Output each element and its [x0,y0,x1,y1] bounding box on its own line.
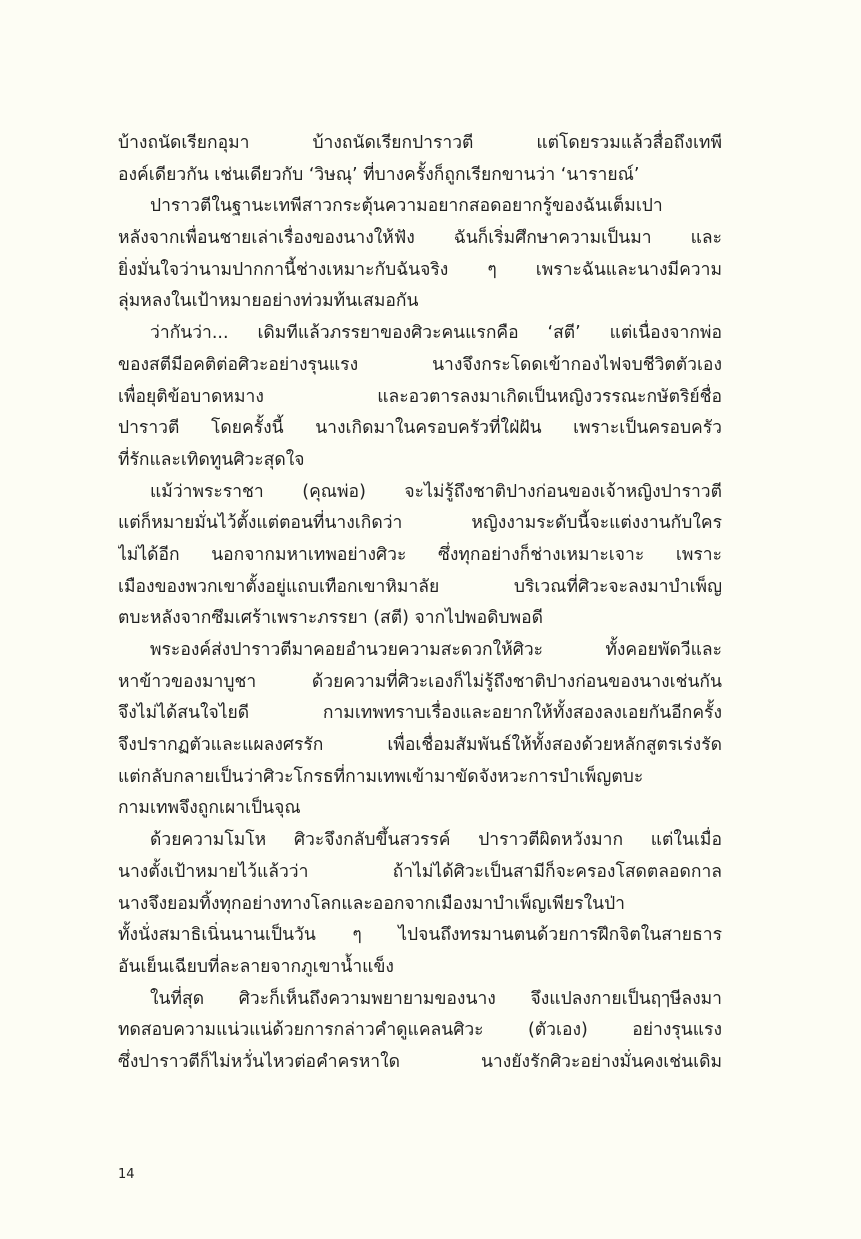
text-line: ตบะหลังจากซึมเศร้าเพราะภรรยา (สตี) จากไปพอดิบพอดี [118,608,543,629]
body-text [118,128,722,1079]
text-line: นางตั้งเป้าหมายไว้แล้วว่า ถ้าไม่ได้ศิวะเป็นสามีก็จะครองโสดตลอดกาล [118,861,722,882]
text-line: ในที่สุด ศิวะก็เห็นถึงความพยายามของนาง จึงแปลงกายเป็นฤๅษีลงมา [150,988,722,1009]
text-line: ยิ่งมั่นใจว่านามปากกานี้ช่างเหมาะกับฉันจริง ๆ เพราะฉันและนางมีความ [118,259,722,280]
text-line: บ้างถนัดเรียกอุมา บ้างถนัดเรียกปาราวตี แต่โดยรวมแล้วสื่อถึงเทพี [118,133,722,153]
paragraph [118,984,722,1079]
text-line: ที่รักและเทิดทูนศิวะสุดใจ [118,449,305,470]
paragraph [118,318,722,476]
page-number: 14 [118,1167,135,1182]
text-line: เพื่อยุติข้อบาดหมาง และอวตารลงมาเกิดเป็นหญิงวรรณะกษัตริย์ชื่อ [118,386,722,407]
text-line: องค์เดียวกัน เช่นเดียวกับ ‘วิษณุ’ ที่บางครั้งก็ถูกเรียกขานว่า ‘นารายณ์’ [118,164,640,185]
text-line: ด้วยความโมโห ศิวะจึงกลับขึ้นสวรรค์ ปาราวตีผิดหวังมาก แต่ในเมื่อ [150,830,722,851]
paragraph [118,477,722,635]
text-line: เมืองของพวกเขาตั้งอยู่แถบเทือกเขาหิมาลัย บริเวณที่ศิวะจะลงมาบำเพ็ญ [118,576,722,597]
text-line: ปาราวตี โดยครั้งนี้ นางเกิดมาในครอบครัวที่ใฝ่ฝัน เพราะเป็นครอบครัว [118,418,722,439]
paragraph [118,825,722,983]
text-line: ว่ากันว่า... เดิมทีแล้วภรรยาของศิวะคนแรกคือ ‘สตี’ แต่เนื่องจากพ่อ [150,323,722,344]
paragraph [118,191,722,318]
paragraph [118,128,722,191]
text-line: จึงไม่ได้สนใจไยดี กามเทพทราบเรื่องและอยากให้ทั้งสองลงเอยกันอีกครั้ง [118,703,722,724]
text-line: ทดสอบความแน่วแน่ด้วยการกล่าวคำดูแคลนศิวะ (ตัวเอง) อย่างรุนแรง [118,1020,722,1041]
paragraph [118,635,722,825]
text-line: ลุ่มหลงในเป้าหมายอย่างท่วมท้นเสมอกัน [118,291,419,312]
text-line: หลังจากเพื่อนชายเล่าเรื่องของนางให้ฟัง ฉันก็เริ่มศึกษาความเป็นมา และ [118,228,722,249]
text-line: หาข้าวของมาบูชา ด้วยความที่ศิวะเองก็ไม่รู้ถึงชาติปางก่อนของนางเช่นกัน [118,671,722,692]
text-line: ของสตีมีอคติต่อศิวะอย่างรุนแรง นางจึงกระโดดเข้ากองไฟจบชีวิตตัวเอง [118,354,722,375]
text-line: อันเย็นเฉียบที่ละลายจากภูเขาน้ำแข็ง [118,956,394,977]
text-line: พระองค์ส่งปาราวตีมาคอยอำนวยความสะดวกให้ศิวะ ทั้งคอยพัดวีและ [150,640,722,660]
text-line: ซึ่งปาราวตีก็ไม่หวั่นไหวต่อคำครหาใด นางยังรักศิวะอย่างมั่นคงเช่นเดิม [118,1051,722,1072]
text-line: แต่กลับกลายเป็นว่าศิวะโกรธที่กามเทพเข้ามาขัดจังหวะการบำเพ็ญตบะ [118,766,644,787]
text-line: ทั้งนั่งสมาธิเนิ่นนานเป็นวัน ๆ ไปจนถึงทรมานตนด้วยการฝึกจิตในสายธาร [118,925,722,946]
text-line: ปาราวตีในฐานะเทพีสาวกระตุ้นความอยากสอดอยากรู้ของฉันเต็มเปา [150,196,663,217]
text-line: กามเทพจึงถูกเผาเป็นจุณ [118,798,301,819]
text-line: จึงปรากฏตัวและแผลงศรรัก เพื่อเชื่อมสัมพันธ์ให้ทั้งสองด้วยหลักสูตรเร่งรัด [118,735,722,756]
text-line: แต่ก็หมายมั่นไว้ตั้งแต่ตอนที่นางเกิดว่า หญิงงามระดับนี้จะแต่งงานกับใคร [118,513,722,534]
text-line: แม้ว่าพระราชา (คุณพ่อ) จะไม่รู้ถึงชาติปางก่อนของเจ้าหญิงปาราวตี [150,481,722,502]
text-line: ไม่ได้อีก นอกจากมหาเทพอย่างศิวะ ซึ่งทุกอย่างก็ช่างเหมาะเจาะ เพราะ [118,544,722,565]
text-line: นางจึงยอมทิ้งทุกอย่างทางโลกและออกจากเมืองมาบำเพ็ญเพียรในป่า [118,893,626,914]
